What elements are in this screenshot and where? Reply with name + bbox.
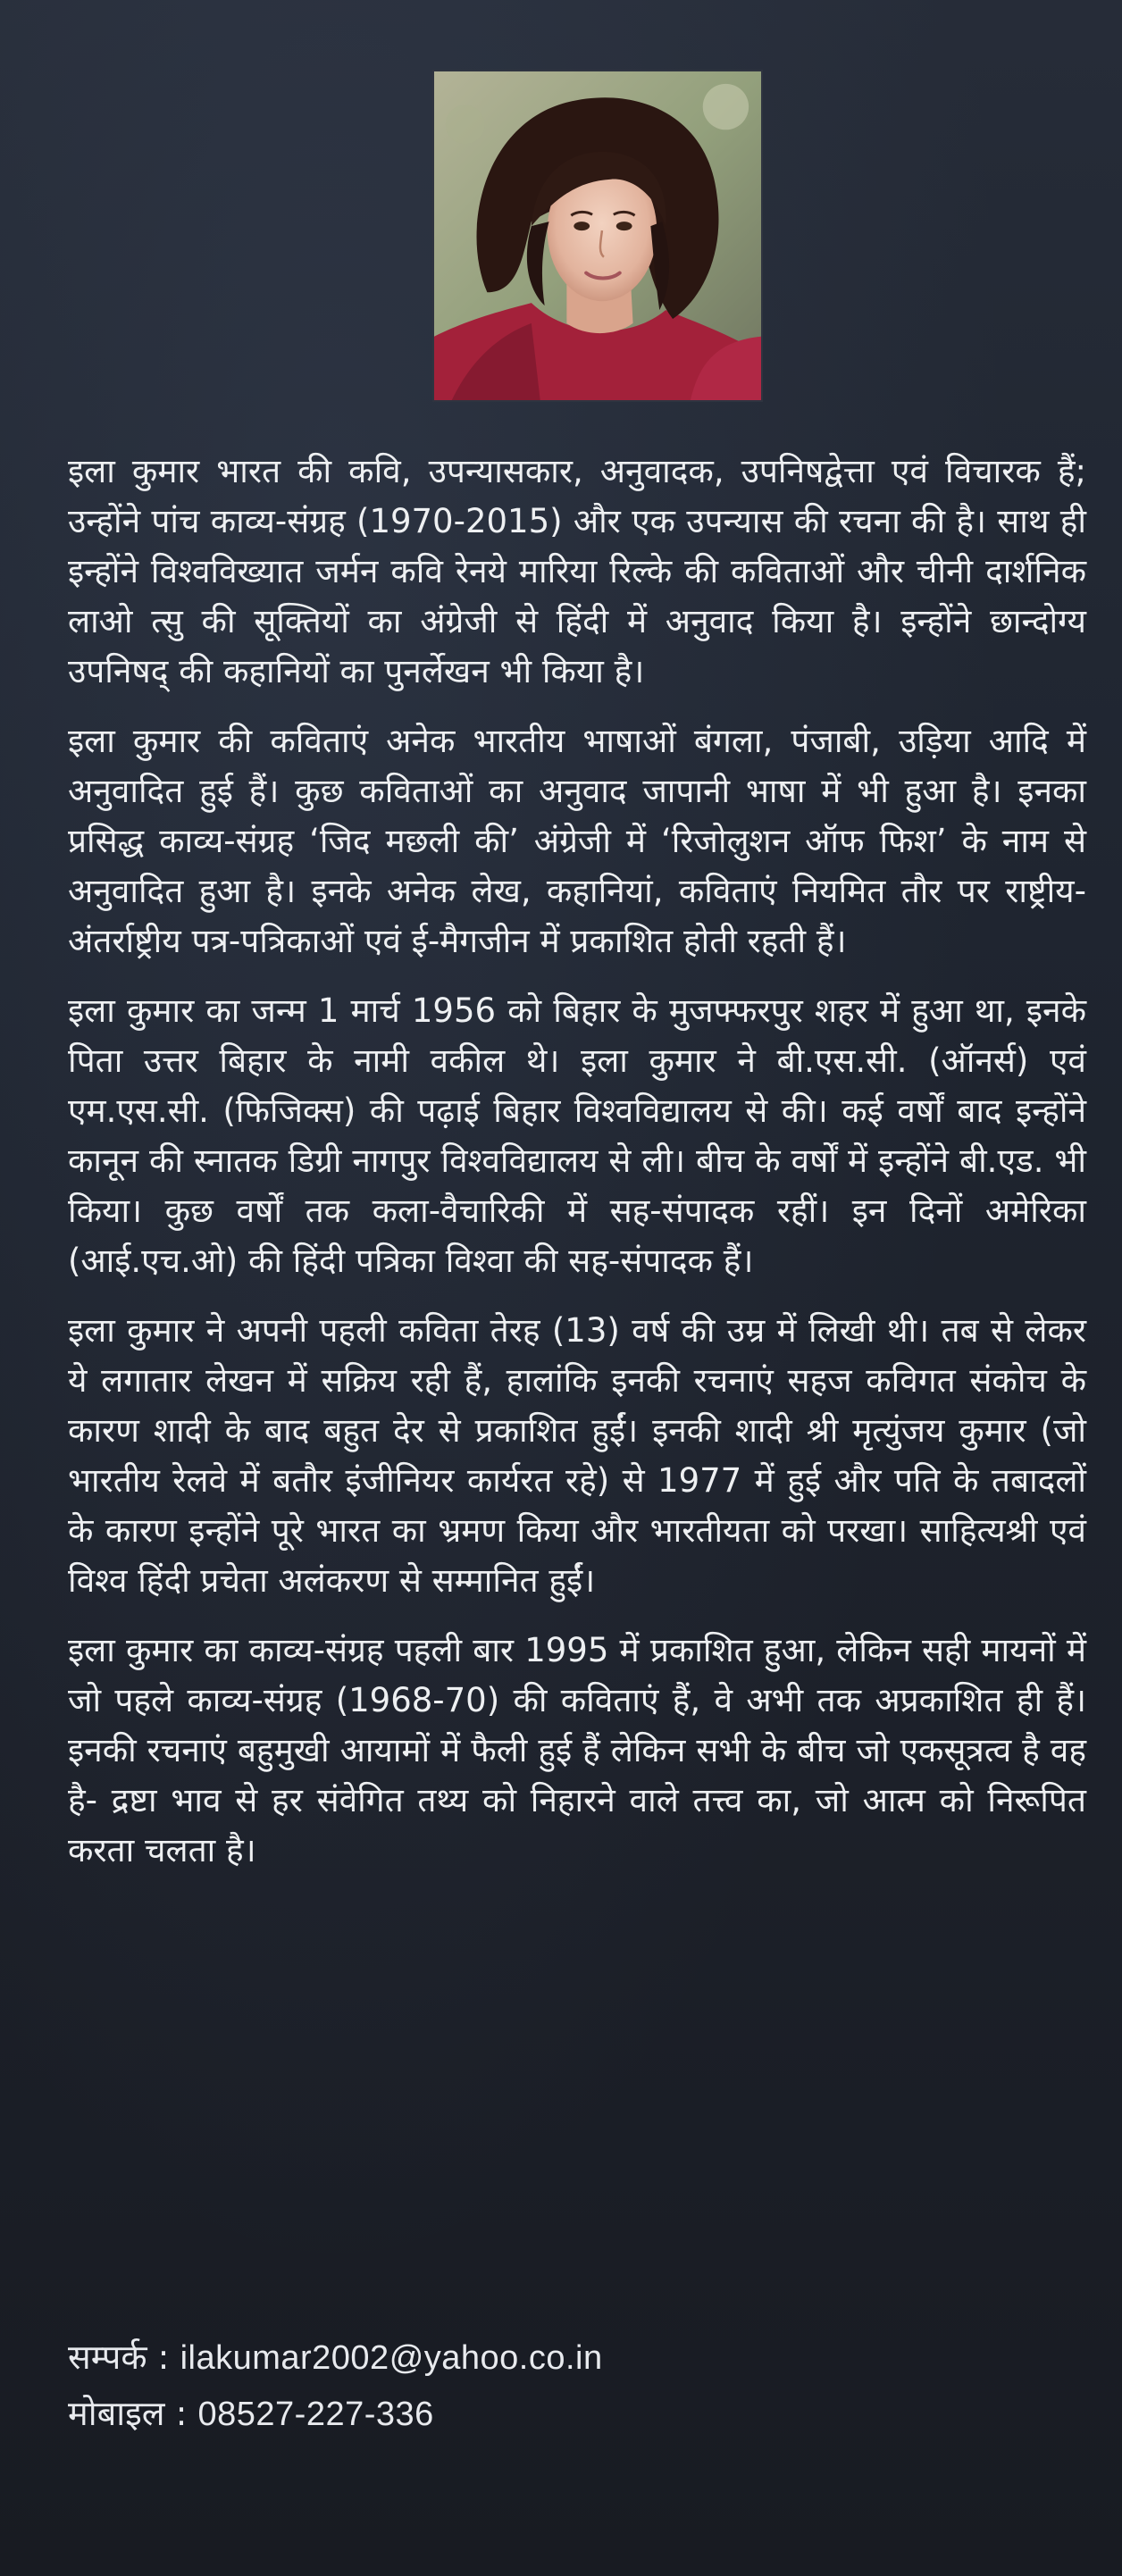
author-biography bbox=[68, 447, 1086, 1895]
author-photo bbox=[432, 70, 763, 402]
email-address: ilakumar2002@yahoo.co.in bbox=[180, 2339, 603, 2377]
mobile-row bbox=[68, 2386, 1051, 2442]
bio-paragraph-1: इला कुमार भारत की कवि, उपन्यासकार, अनुवादक, उपनिषद्वेत्ता एवं विचारक हैं; उन्होंने पांच काव्य-संग्रह (1970-2015) और एक उपन्यास की रचना की है। साथ ही इन्होंने विश्वविख्यात जर्मन कवि रेनये मारिया रिल्के की कविताओं और चीनी दार्शनिक लाओ त्सु की सूक्तियों का अंग्रेजी से हिंदी में अनुवाद किया है। इन्होंने छान्दोग्य उपनिषद् की कहानियों का पुनर्लेखन भी किया है। bbox=[68, 452, 1086, 690]
mobile-number: 08527-227-336 bbox=[197, 2396, 434, 2433]
contact-info bbox=[68, 2329, 1051, 2442]
bio-paragraph-2: इला कुमार की कविताएं अनेक भारतीय भाषाओं बंगला, पंजाबी, उड़िया आदि में अनुवादित हुई हैं। कुछ कविताओं का अनुवाद जापानी भाषा में भी हुआ है। इनका प्रसिद्ध काव्य-संग्रह ‘जिद मछली की’ अंग्रेजी में ‘रिजोलुशन ऑफ फिश’ के नाम से अनुवादित हुआ है। इनके अनेक लेख, कहानियां, कविताएं नियमित तौर पर राष्ट्रीय-अंतर्राष्ट्रीय पत्र-पत्रिकाओं एवं ई-मैगजीन में प्रकाशित होती रहती हैं। bbox=[68, 722, 1086, 960]
bio-paragraph-4: इला कुमार ने अपनी पहली कविता तेरह (13) वर्ष की उम्र में लिखी थी। तब से लेकर ये लगातार लेखन में सक्रिय रही हैं, हालांकि इनकी रचनाएं सहज कविगत संकोच के कारण शादी के बाद बहुत देर से प्रकाशित हुईं। इनकी शादी श्री मृत्युंजय कुमार (जो भारतीय रेलवे में बतौर इंजीनियर कार्यरत रहे) से 1977 में हुई और पति के तबादलों के कारण इन्होंने पूरे भारत का भ्रमण किया और भारतीयता को परखा। साहित्यश्री एवं विश्व हिंदी प्रचेता अलंकरण से सम्मानित हुईं। bbox=[68, 1311, 1086, 1600]
bio-paragraph-5: इला कुमार का काव्य-संग्रह पहली बार 1995 में प्रकाशित हुआ, लेकिन सही मायनों में जो पहले काव्य-संग्रह (1968-70) की कविताएं हैं, वे अभी तक अप्रकाशित ही हैं। इनकी रचनाएं बहुमुखी आयामों में फैली हुई हैं लेकिन सभी के बीच जो एकसूत्रत्व है वह है- द्रष्टा भाव से हर संवेगित तथ्य को निहारने वाले तत्त्व का, जो आत्म को निरूपित करता चलता है। bbox=[68, 1631, 1086, 1869]
mobile-label: मोबाइल : bbox=[68, 2394, 188, 2433]
author-portrait-image bbox=[434, 71, 761, 400]
email-label: सम्पर्क : bbox=[68, 2338, 170, 2377]
email-row bbox=[68, 2329, 1051, 2386]
bio-paragraph-3: इला कुमार का जन्म 1 मार्च 1956 को बिहार के मुजफ्फरपुर शहर में हुआ था, इनके पिता उत्तर बिहार के नामी वकील थे। इला कुमार ने बी.एस.सी. (ऑनर्स) एवं एम.एस.सी. (फिजिक्स) की पढ़ाई बिहार विश्वविद्यालय से की। कई वर्षों बाद इन्होंने कानून की स्नातक डिग्री नागपुर विश्वविद्यालय से ली। बीच के वर्षों में इन्होंने बी.एड. भी किया। कुछ वर्षों तक कला-वैचारिकी में सह-संपादक रहीं। इन दिनों अमेरिका (आई.एच.ओ) की हिंदी पत्रिका विश्वा की सह-संपादक हैं। bbox=[68, 991, 1086, 1280]
